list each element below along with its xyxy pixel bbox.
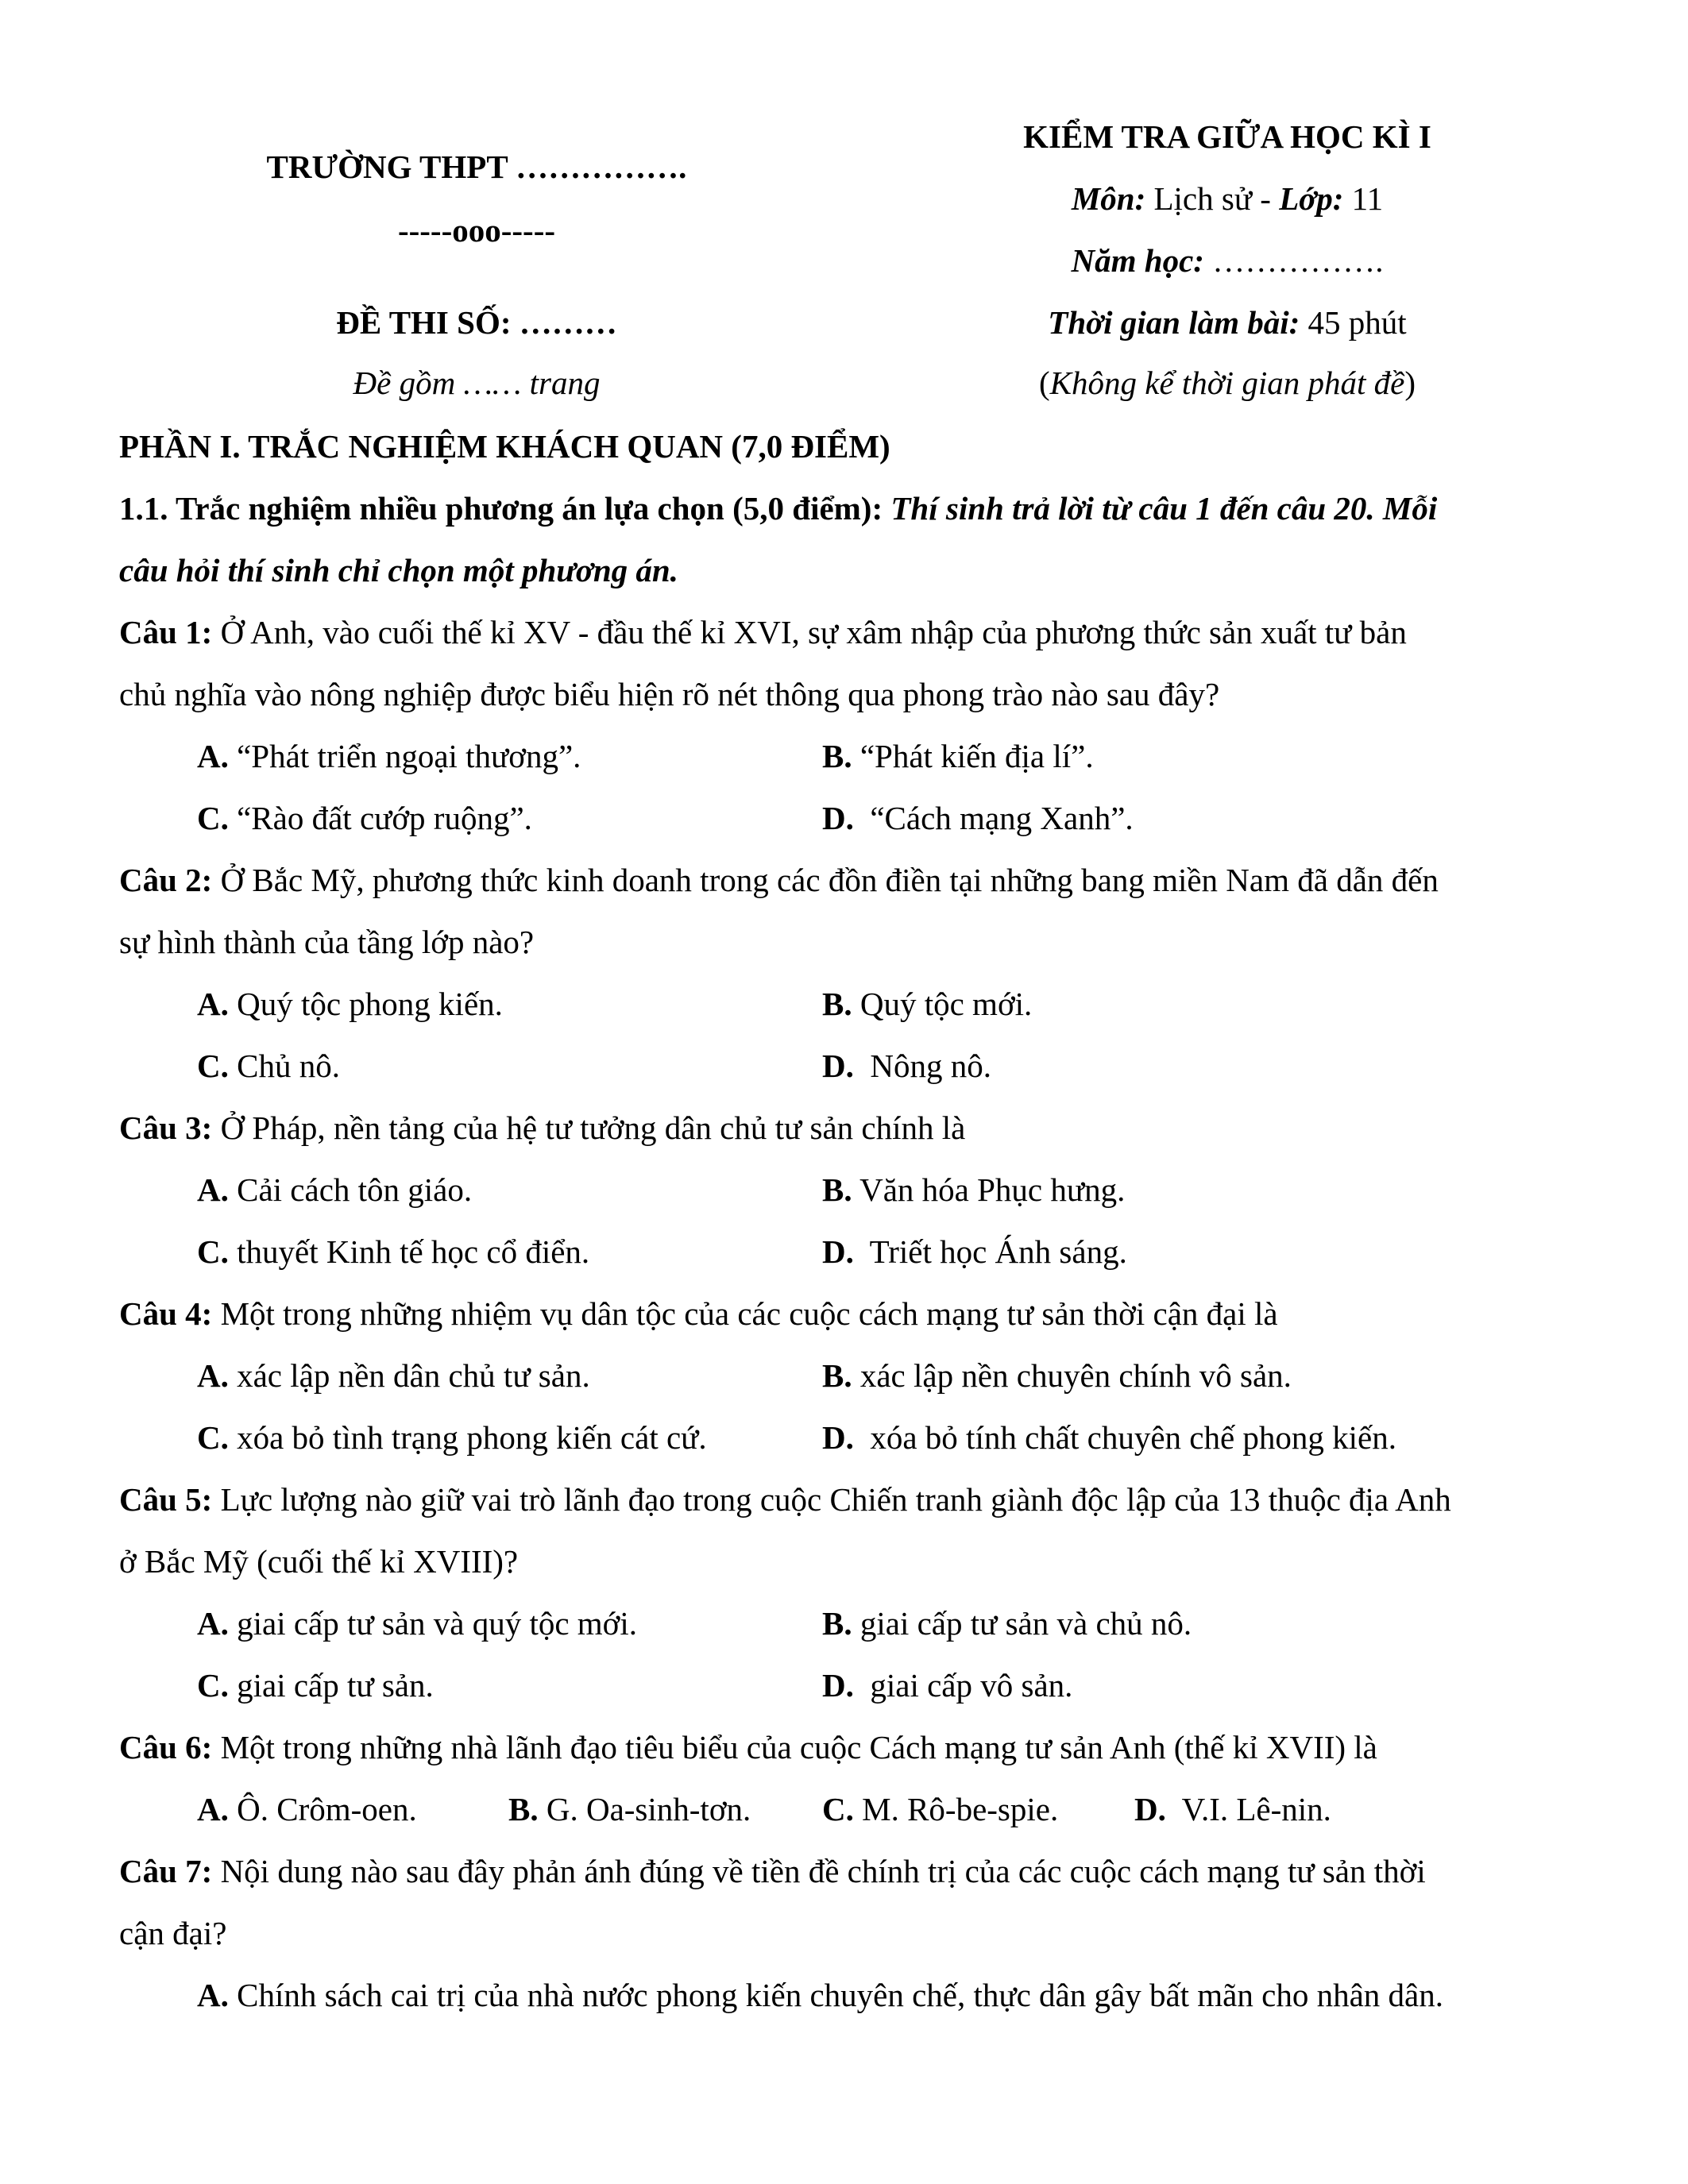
exam-number: ĐỀ THI SỐ: ……… [336, 304, 617, 341]
question-label: Câu 1: [119, 614, 213, 650]
question-5-option-b[interactable]: B. giai cấp tư sản và chủ nô. [822, 1605, 1192, 1642]
section-label: 1.1. Trắc nghiệm nhiều phương án lựa chọn (5,0 điểm): [119, 490, 883, 527]
question-4-option-a[interactable]: A. xác lập nền dân chủ tư sản. [197, 1357, 590, 1394]
question-4 [119, 1295, 1278, 1333]
question-1 [119, 613, 1407, 651]
section-1-1-line2: câu hỏi thí sinh chỉ chọn một phương án. [119, 552, 678, 588]
question-1-cont: chủ nghĩa vào nông nghiệp được biểu hiện rõ nét thông qua phong trào nào sau đây? [119, 676, 1220, 712]
question-3 [119, 1109, 965, 1147]
question-label: Câu 3: [119, 1109, 213, 1146]
school-year-line [898, 241, 1557, 280]
question-7-option-a[interactable]: A. Chính sách cai trị của nhà nước phong kiến chuyên chế, thực dân gây bất mãn cho nhân dân. [197, 1977, 1443, 2013]
question-6-option-d[interactable]: D. V.I. Lê-nin. [1134, 1791, 1331, 1827]
time-label: Thời gian làm bài: [1048, 304, 1300, 341]
part1-title: PHẦN I. TRẮC NGHIỆM KHÁCH QUAN (7,0 ĐIỂM) [119, 428, 890, 465]
question-3-option-c[interactable]: C. thuyết Kinh tế học cổ điển. [197, 1233, 590, 1270]
header-divider: -----ooo----- [397, 212, 556, 249]
time-note: Không kể thời gian phát đề [1049, 365, 1405, 401]
question-4-option-c[interactable]: C. xóa bỏ tình trạng phong kiến cát cứ. [197, 1419, 707, 1456]
question-6-option-b[interactable]: B. G. Oa-sinh-tơn. [508, 1791, 751, 1827]
question-5-option-c[interactable]: C. giai cấp tư sản. [197, 1667, 434, 1704]
time-line [898, 303, 1557, 341]
question-7-cont: cận đại? [119, 1915, 227, 1951]
question-3-option-d[interactable]: D. Triết học Ánh sáng. [822, 1233, 1127, 1270]
question-1-option-d[interactable]: D. “Cách mạng Xanh”. [822, 800, 1134, 836]
question-5-option-a[interactable]: A. giai cấp tư sản và quý tộc mới. [197, 1605, 638, 1642]
subject-label: Môn: [1071, 180, 1146, 217]
question-label: Câu 5: [119, 1481, 213, 1518]
question-label: Câu 6: [119, 1729, 213, 1765]
year-value: ……………. [1203, 242, 1384, 279]
year-label: Năm học: [1071, 242, 1204, 279]
question-6-option-a[interactable]: A. Ô. Crôm-oen. [197, 1791, 417, 1827]
question-1-option-a[interactable]: A. “Phát triển ngoại thương”. [197, 738, 581, 774]
question-text: Ở Anh, vào cuối thế kỉ XV - đầu thế kỉ XVI, sự xâm nhập của phương thức sản xuất tư bản [212, 614, 1407, 650]
question-2-option-c[interactable]: C. Chủ nô. [197, 1048, 340, 1084]
question-5-cont: ở Bắc Mỹ (cuối thế kỉ XVIII)? [119, 1543, 519, 1580]
question-2-option-a[interactable]: A. Quý tộc phong kiến. [197, 986, 503, 1022]
question-2 [119, 861, 1439, 899]
question-text: Ở Pháp, nền tảng của hệ tư tưởng dân chủ tư sản chính là [212, 1109, 966, 1146]
exam-title: KIỂM TRA GIỮA HỌC KÌ I [1023, 118, 1431, 155]
question-text: Nội dung nào sau đây phản ánh đúng về tiền đề chính trị của các cuộc cách mạng tư sản thời [212, 1853, 1426, 1889]
question-1-option-c[interactable]: C. “Rào đất cướp ruộng”. [197, 800, 532, 836]
time-value: 45 phút [1300, 304, 1407, 341]
question-5-option-d[interactable]: D. giai cấp vô sản. [822, 1667, 1073, 1704]
question-6-option-c[interactable]: C. M. Rô-be-spie. [822, 1791, 1059, 1827]
question-text: Một trong những nhà lãnh đạo tiêu biểu của cuộc Cách mạng tư sản Anh (thế kỉ XVII) là [212, 1729, 1377, 1765]
time-note-line: (Không kể thời gian phát đề) [1039, 365, 1416, 401]
section-instruction: Thí sinh trả lời từ câu 1 đến câu 20. Mỗi [883, 490, 1438, 527]
grade-label: Lớp: [1279, 180, 1344, 217]
subject-value: Lịch sử - [1145, 180, 1280, 217]
page-count-note: Đề gồm …… trang [353, 365, 601, 401]
question-text: Lực lượng nào giữ vai trò lãnh đạo trong cuộc Chiến tranh giành độc lập của 13 thuộc địa Anh [212, 1481, 1451, 1518]
question-6 [119, 1728, 1377, 1766]
grade-value: 11 [1343, 180, 1384, 217]
question-5 [119, 1480, 1451, 1518]
school-name: TRƯỜNG THPT ……………. [266, 149, 687, 185]
question-label: Câu 4: [119, 1295, 213, 1332]
question-4-option-d[interactable]: D. xóa bỏ tính chất chuyên chế phong kiến. [822, 1419, 1397, 1456]
subject-line [898, 179, 1557, 218]
question-3-option-b[interactable]: B. Văn hóa Phục hưng. [822, 1171, 1126, 1208]
question-1-option-b[interactable]: B. “Phát kiến địa lí”. [822, 738, 1094, 774]
question-7 [119, 1852, 1426, 1890]
question-text: Ở Bắc Mỹ, phương thức kinh doanh trong các đồn điền tại những bang miền Nam đã dẫn đến [212, 862, 1439, 898]
section-1-1-line1 [119, 489, 1437, 527]
question-label: Câu 7: [119, 1853, 213, 1889]
question-label: Câu 2: [119, 862, 213, 898]
question-2-option-d[interactable]: D. Nông nô. [822, 1048, 991, 1084]
question-3-option-a[interactable]: A. Cải cách tôn giáo. [197, 1171, 473, 1208]
question-2-option-b[interactable]: B. Quý tộc mới. [822, 986, 1033, 1022]
question-text: Một trong những nhiệm vụ dân tộc của các cuộc cách mạng tư sản thời cận đại là [212, 1295, 1278, 1332]
question-2-cont: sự hình thành của tầng lớp nào? [119, 924, 535, 960]
question-4-option-b[interactable]: B. xác lập nền chuyên chính vô sản. [822, 1357, 1292, 1394]
